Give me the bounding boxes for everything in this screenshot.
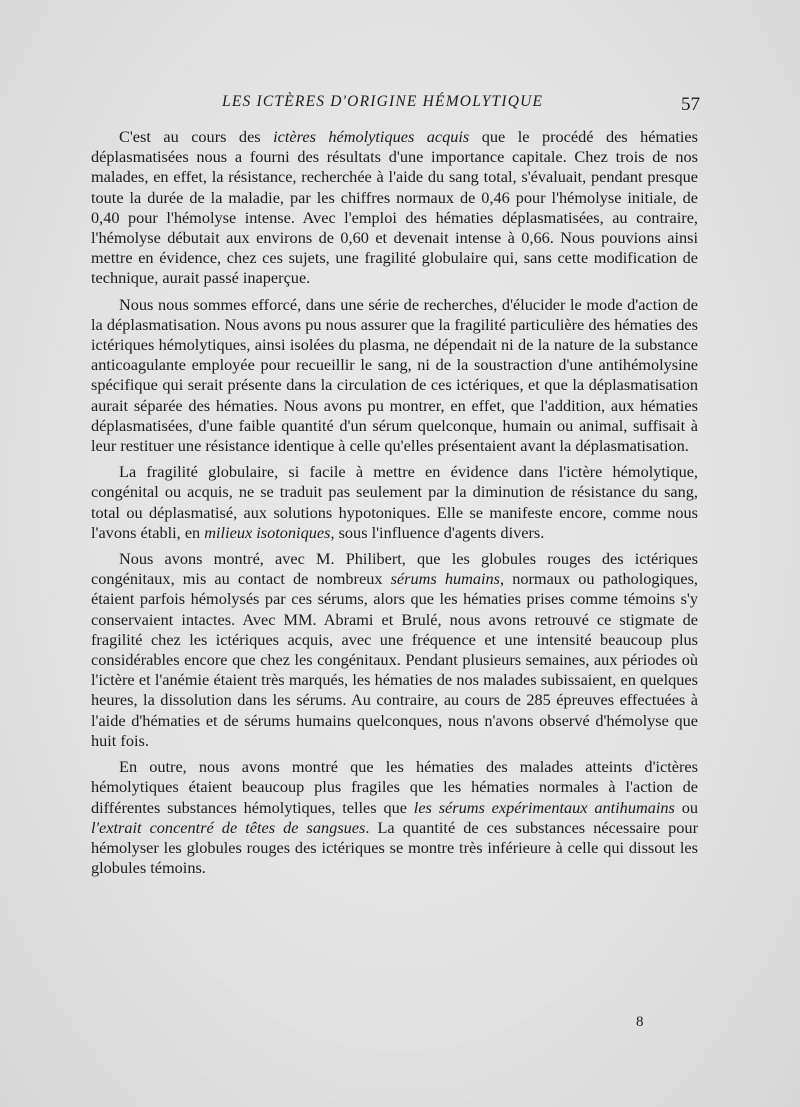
page-header bbox=[92, 93, 700, 123]
italic-term: ictères hémolytiques acquis bbox=[273, 127, 470, 146]
italic-term: les sérums expérimentaux antihumains bbox=[413, 797, 675, 817]
signature-mark: 8 bbox=[636, 1014, 644, 1030]
paragraph-4: Nous avons montré, avec M. Philibert, que les globules rouges des ictériques congénitaux, mis au contact de nombreux sérums humains, normaux ou pathologiques, étaient parfois hémolysés par ces sérums, alors que les hématies prises comme témoins s'y conservaient intactes. Avec MM. Abrami et Brulé, nous avons retrouvé ce stigmate de fragilité chez les ictériques acquis, avec une fréquence et une intensité beaucoup plus considérables encore que chez les congénitaux. Pendant plusieurs semaines, aux périodes où l'ictère et l'anémie étaient très marqués, les hématies de nos malades subissaient, en quelques heures, la dissolution dans les sérums. Au contraire, au cours de 285 épreuves effectuées à l'aide d'hématies et de sérums humains quelconques, nous n'avons observé d'hémolyse que huit fois. bbox=[91, 549, 699, 750]
running-title: LES ICTÈRES D'ORIGINE HÉMOLYTIQUE bbox=[222, 93, 544, 110]
paragraph-2: Nous nous sommes efforcé, dans une série de recherches, d'élucider le mode d'action de la déplasmatisation. Nous avons pu nous assurer que la fragilité particulière des hématies des ictériques hémolytiques, ainsi isolées du plasma, ne dépendait ni de la nature de la substance anticoagulante employée pour recueillir le sang, ni de la soustraction d'une antihémolysine spécifique qui serait présente dans la circulation de ces ictériques, et que la déplasmatisation aurait séparée des hématies. Nous avons pu montrer, en effet, que l'addition, aux hématies déplasmatisées, d'une faible quantité d'un sérum quelconque, humain ou animal, suffisait à leur restituer une résistance identique à celle qu'elles présentaient avant la déplasmatisation. bbox=[91, 294, 698, 456]
paragraph-3: La fragilité globulaire, si facile à mettre en évidence dans l'ictère hémolytique, congénital ou acquis, ne se traduit pas seulement par la diminution de résistance du sang, total ou déplasmatisé, aux solutions hypotoniques. Elle se manifeste encore, comme nous l'avons établi, en milieux isotoniques, sous l'influence d'agents divers. bbox=[91, 462, 698, 542]
paragraph-1: C'est au cours des ictères hémolytiques acquis que le procédé des hématies déplasmatisées nous a fourni des résultats d'une importance capitale. Chez trois de nos malades, en effet, la résistance, recherchée à l'aide du sang total, s'évaluait, pendant presque toute la durée de la maladie, par les chiffres normaux de 0,46 pour l'hémolyse initiale, de 0,40 pour l'hémolyse intense. Avec l'emploi des hématies déplasmatisées, au contraire, l'hémolyse débutait aux environs de 0,60 et devenait intense à 0,66. Nous pouvions ainsi mettre en évidence, chez ces sujets, une fragilité globulaire qui, sans cette modification de technique, aurait passé inaperçue. bbox=[91, 127, 698, 288]
paragraph-5: En outre, nous avons montré que les hématies des malades atteints d'ictères hémolytiques étaient beaucoup plus fragiles que les hématies normales à l'action de différentes substances hémolytiques, telles que les sérums expérimentaux antihumains ou l'extrait concentré de têtes de sangsues. La quantité de ces substances nécessaire pour hémolyser les globules rouges des ictériques se montre très inférieure à celle qui dissout les globules témoins. bbox=[91, 757, 698, 878]
body-text bbox=[91, 127, 698, 878]
page-number: 57 bbox=[681, 94, 700, 115]
italic-term: milieux isotoniques bbox=[204, 522, 331, 542]
italic-term: sérums humains bbox=[390, 569, 501, 589]
italic-term: l'extrait concentré de têtes de sangsues bbox=[91, 817, 366, 837]
